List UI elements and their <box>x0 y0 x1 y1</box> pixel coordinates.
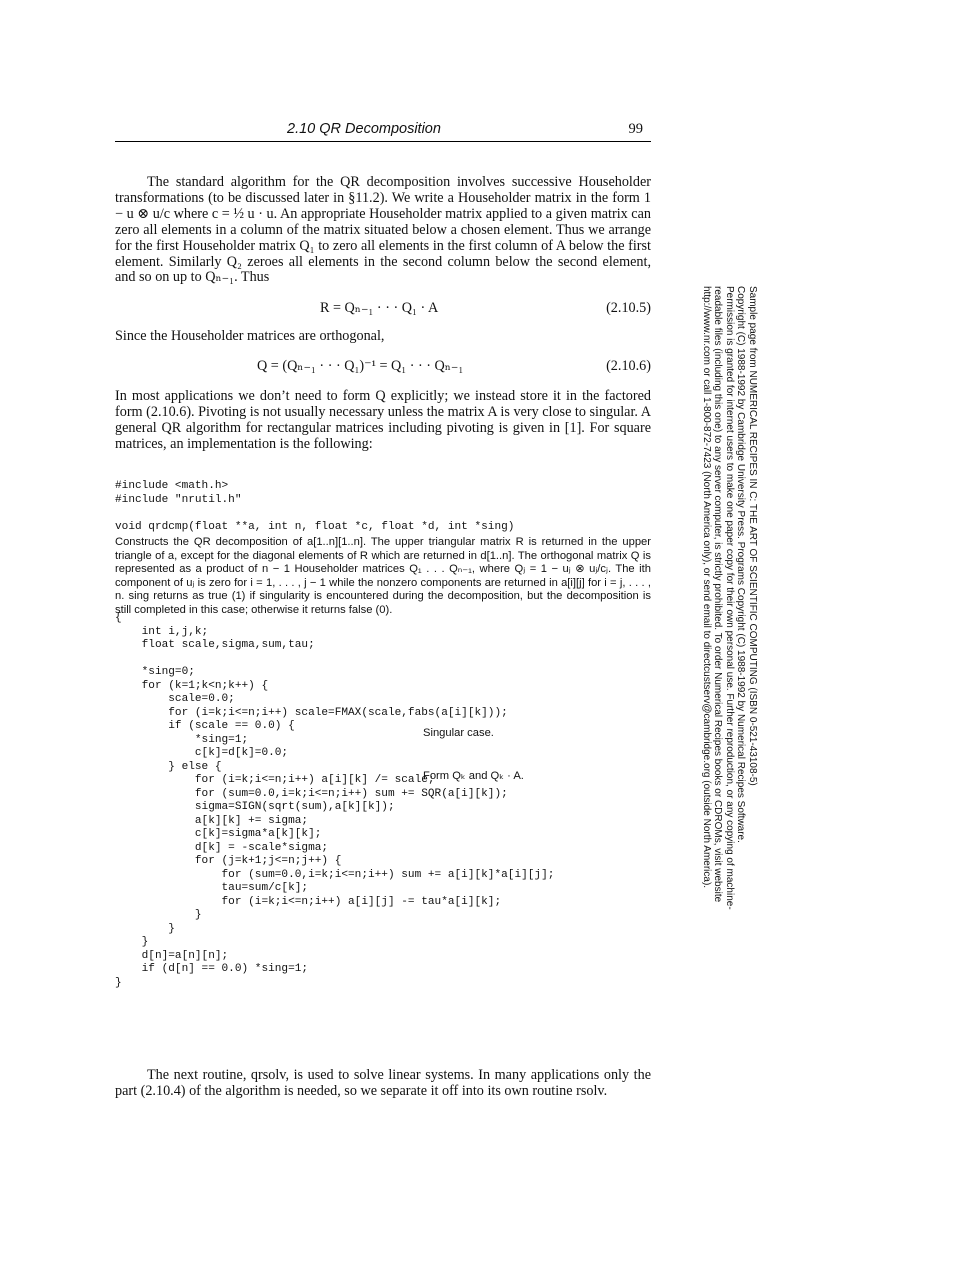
equation-body: R = Qₙ₋₁ · · · Q₁ · A <box>320 300 439 316</box>
applications-paragraph: In most applications we don’t need to form Q explicitly; we instead store it in the factored form (2.10.6). Pivoting is not usually necessary unless the matrix A is very close to singular. A general QR algorithm for rectangular matrices including pivoting is given in [1]. For square matrices, an implementation is the following: <box>115 388 651 452</box>
routine-comment: Constructs the QR decomposition of a[1..n][1..n]. The upper triangular matrix R is returned in the upper triangle of a, except for the diagonal elements of R which are returned in d[1..n]. The orthogonal matrix Q is represented as a product of n − 1 Householder matrices Q₁ . . . Qₙ₋₁, where Qⱼ = 1 − uⱼ ⊗ uⱼ/cⱼ. The ith component of uⱼ is zero for i = 1, . . . , j − 1 while the nonzero components are returned in a[i][j] for i = j, . . . , n. sing returns as true (1) if singularity is encountered during the decomposition, but the decomposition is still completed in this case; otherwise it returns false (0). <box>115 536 651 616</box>
equation-number: (2.10.6) <box>606 358 651 374</box>
equation-2-10-5 <box>115 300 651 318</box>
equation-2-10-6 <box>115 358 651 376</box>
sidebar-line: http://www.nr.com or call 1-800-872-7423 (North America only), or send email to directcustserv@cambridge.org (outside North America). <box>701 286 712 889</box>
sidebar-line: Permission is granted for internet users to make one paper copy for their own personal use. Further reproduction, or any copying of machine- <box>724 286 735 910</box>
closing-paragraph: The next routine, qrsolv, is used to solve linear systems. In many applications only the part (2.10.4) of the algorithm is needed, so we separate it off into its own routine rsolv. <box>115 1067 651 1099</box>
sidebar-line: Sample page from NUMERICAL RECIPES IN C: THE ART OF SCIENTIFIC COMPUTING (ISBN 0-521-43108-5) <box>747 286 758 786</box>
copyright-sidebar <box>678 286 758 910</box>
code-body: { int i,j,k; float scale,sigma,sum,tau; *sing=0; for (k=1;k<n;k++) { scale=0.0; for (i=k;i<=n;i++) scale=FMAX(scale,fabs(a[i][k])); if (scale == 0.0) { *sing=1; c[k]=d[k]=0.0; } else { for (i=k;i<=n;i++) a[i][k] /= scale; for (sum=0.0,i=k;i<=n;i++) sum += SQR(a[i][k]); sigma=SIGN(sqrt(sum),a[k][k]); a[k][k] += sigma; c[k]=sigma*a[k][k]; d[k] = -scale*sigma; for (j=k+1;j<=n;j++) { for (sum=0.0,i=k;i<=n;i++) sum += a[i][k]*a[i][j]; tau=sum/c[k]; for (i=k;i<=n;i++) a[i][j] -= tau*a[i][k]; } } } d[n]=a[n][n]; if (d[n] == 0.0) *sing=1; } <box>115 612 555 989</box>
page-number: 99 <box>628 121 643 137</box>
equation-number: (2.10.5) <box>606 300 651 316</box>
sidebar-line: Copyright (C) 1988-1992 by Cambridge University Press. Programs Copyright (C) 1988-1992 by Numerical Recipes Software. <box>735 286 747 843</box>
orthogonal-sentence: Since the Householder matrices are orthogonal, <box>115 328 385 344</box>
code-note-form: Form Qₖ and Qₖ · A. <box>423 770 524 782</box>
sidebar-line: readable files (including this one) to any server computer, is strictly prohibited. To order Numerical Recipes books or CDROMs, visit website <box>712 286 724 903</box>
section-title: 2.10 QR Decomposition <box>287 121 441 137</box>
code-note-singular: Singular case. <box>423 727 494 739</box>
equation-body: Q = (Qₙ₋₁ · · · Q₁)⁻¹ = Q₁ · · · Qₙ₋₁ <box>257 358 464 374</box>
code-includes: #include <math.h> #include "nrutil.h" <box>115 480 242 506</box>
running-header <box>115 121 651 142</box>
code-signature: void qrdcmp(float **a, int n, float *c, float *d, int *sing) <box>115 521 515 533</box>
intro-paragraph: The standard algorithm for the QR decomposition involves successive Householder transformations (to be discussed later in §11.2). We write a Householder matrix in the form 1 − u ⊗ u/c where c = ½ u · u. An appropriate Householder matrix applied to a given matrix can zero all elements in a column of the matrix situated below a chosen element. Thus we arrange for the first Householder matrix Q₁ to zero all elements in the first column of A below the first element. Similarly Q₂ zeroes all elements in the second column below the second element, and so on up to Qₙ₋₁. Thus <box>115 174 651 286</box>
